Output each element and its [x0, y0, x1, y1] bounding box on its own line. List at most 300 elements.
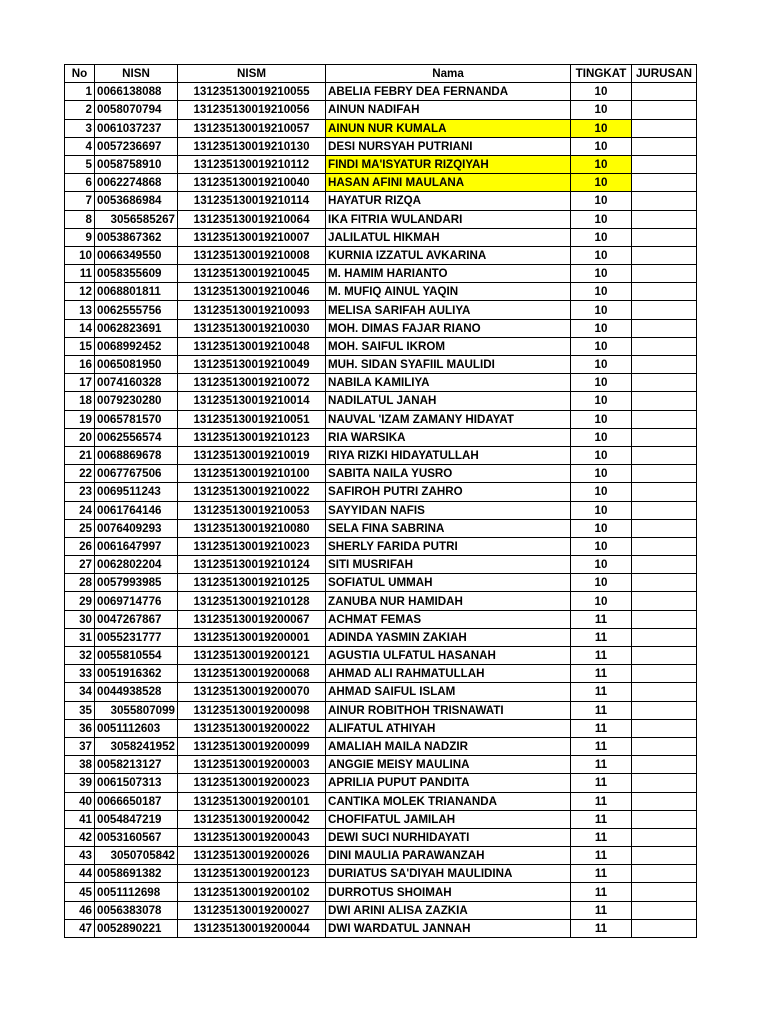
- cell-nism: 131235130019200023: [178, 774, 326, 792]
- cell-nisn: 0067767506: [95, 465, 178, 483]
- cell-nisn: 0062274868: [95, 174, 178, 192]
- cell-nama: DURROTUS SHOIMAH: [326, 883, 571, 901]
- cell-nama: AINUN NUR KUMALA: [326, 119, 571, 137]
- cell-nisn: 0062802204: [95, 556, 178, 574]
- cell-no: 3: [65, 119, 95, 137]
- cell-no: 9: [65, 228, 95, 246]
- table-row: [65, 246, 697, 264]
- cell-jurusan: [632, 356, 697, 374]
- table-row: [65, 337, 697, 355]
- cell-jurusan: [632, 155, 697, 173]
- table-row: [65, 392, 697, 410]
- cell-nama: ALIFATUL ATHIYAH: [326, 719, 571, 737]
- cell-tingkat: 11: [571, 647, 632, 665]
- cell-no: 24: [65, 501, 95, 519]
- cell-nism: 131235130019210014: [178, 392, 326, 410]
- cell-jurusan: [632, 847, 697, 865]
- cell-jurusan: [632, 137, 697, 155]
- cell-nisn: 0058355609: [95, 265, 178, 283]
- table-row: [65, 701, 697, 719]
- cell-jurusan: [632, 519, 697, 537]
- cell-tingkat: 10: [571, 192, 632, 210]
- cell-tingkat: 11: [571, 701, 632, 719]
- cell-nism: 131235130019200121: [178, 647, 326, 665]
- cell-nama: DESI NURSYAH PUTRIANI: [326, 137, 571, 155]
- cell-no: 35: [65, 701, 95, 719]
- table-row: [65, 719, 697, 737]
- cell-tingkat: 10: [571, 428, 632, 446]
- cell-tingkat: 10: [571, 119, 632, 137]
- cell-nama: HASAN AFINI MAULANA: [326, 174, 571, 192]
- cell-jurusan: [632, 83, 697, 101]
- cell-no: 25: [65, 519, 95, 537]
- cell-nisn: 0053686984: [95, 192, 178, 210]
- table-row: [65, 101, 697, 119]
- cell-no: 41: [65, 810, 95, 828]
- cell-nism: 131235130019210040: [178, 174, 326, 192]
- cell-nism: 131235130019210008: [178, 246, 326, 264]
- cell-nism: 131235130019210130: [178, 137, 326, 155]
- cell-nisn: 0068869678: [95, 446, 178, 464]
- cell-no: 31: [65, 628, 95, 646]
- cell-tingkat: 10: [571, 137, 632, 155]
- cell-tingkat: 10: [571, 319, 632, 337]
- table-row: [65, 556, 697, 574]
- table-row: [65, 683, 697, 701]
- cell-nama: MOH. DIMAS FAJAR RIANO: [326, 319, 571, 337]
- cell-nism: 131235130019210123: [178, 428, 326, 446]
- cell-tingkat: 10: [571, 519, 632, 537]
- cell-no: 12: [65, 283, 95, 301]
- cell-jurusan: [632, 446, 697, 464]
- cell-jurusan: [632, 737, 697, 755]
- cell-nama: AMALIAH MAILA NADZIR: [326, 737, 571, 755]
- cell-nama: RIYA RIZKI HIDAYATULLAH: [326, 446, 571, 464]
- cell-nisn: 0069511243: [95, 483, 178, 501]
- cell-tingkat: 10: [571, 592, 632, 610]
- cell-nama: MELISA SARIFAH AULIYA: [326, 301, 571, 319]
- cell-tingkat: 11: [571, 774, 632, 792]
- cell-jurusan: [632, 901, 697, 919]
- cell-nisn: 0053160567: [95, 828, 178, 846]
- cell-nama: KURNIA IZZATUL AVKARINA: [326, 246, 571, 264]
- table-row: [65, 410, 697, 428]
- cell-nisn: 0047267867: [95, 610, 178, 628]
- cell-no: 30: [65, 610, 95, 628]
- cell-jurusan: [632, 265, 697, 283]
- cell-jurusan: [632, 228, 697, 246]
- cell-nisn: 0068992452: [95, 337, 178, 355]
- cell-nisn: 0058691382: [95, 865, 178, 883]
- cell-tingkat: 10: [571, 83, 632, 101]
- cell-nism: 131235130019210048: [178, 337, 326, 355]
- cell-nama: IKA FITRIA WULANDARI: [326, 210, 571, 228]
- cell-no: 46: [65, 901, 95, 919]
- cell-tingkat: 10: [571, 501, 632, 519]
- cell-tingkat: 10: [571, 392, 632, 410]
- cell-nama: NABILA KAMILIYA: [326, 374, 571, 392]
- table-row: [65, 519, 697, 537]
- cell-nism: 131235130019210080: [178, 519, 326, 537]
- cell-nism: 131235130019210124: [178, 556, 326, 574]
- cell-no: 44: [65, 865, 95, 883]
- header-no: No: [65, 65, 95, 83]
- table-row: [65, 610, 697, 628]
- table-body: [65, 83, 697, 938]
- cell-tingkat: 10: [571, 265, 632, 283]
- cell-nama: RIA WARSIKA: [326, 428, 571, 446]
- table-row: [65, 628, 697, 646]
- table-row: [65, 137, 697, 155]
- cell-no: 14: [65, 319, 95, 337]
- cell-no: 23: [65, 483, 95, 501]
- cell-nism: 131235130019200067: [178, 610, 326, 628]
- cell-jurusan: [632, 301, 697, 319]
- cell-tingkat: 10: [571, 155, 632, 173]
- table-row: [65, 356, 697, 374]
- cell-no: 6: [65, 174, 95, 192]
- table-row: [65, 574, 697, 592]
- cell-nama: CHOFIFATUL JAMILAH: [326, 810, 571, 828]
- cell-nisn: 0058213127: [95, 756, 178, 774]
- cell-jurusan: [632, 574, 697, 592]
- cell-jurusan: [632, 246, 697, 264]
- cell-nama: DWI ARINI ALISA ZAZKIA: [326, 901, 571, 919]
- cell-nism: 131235130019200027: [178, 901, 326, 919]
- cell-no: 34: [65, 683, 95, 701]
- cell-tingkat: 10: [571, 574, 632, 592]
- cell-nama: ZANUBA NUR HAMIDAH: [326, 592, 571, 610]
- cell-no: 21: [65, 446, 95, 464]
- cell-nisn: 0051112698: [95, 883, 178, 901]
- cell-jurusan: [632, 174, 697, 192]
- cell-jurusan: [632, 210, 697, 228]
- cell-nisn: 0056383078: [95, 901, 178, 919]
- table-row: [65, 301, 697, 319]
- cell-nama: AINUR ROBITHOH TRISNAWATI: [326, 701, 571, 719]
- cell-nism: 131235130019210055: [178, 83, 326, 101]
- cell-nism: 131235130019210057: [178, 119, 326, 137]
- cell-tingkat: 10: [571, 301, 632, 319]
- cell-nism: 131235130019210053: [178, 501, 326, 519]
- table-row: [65, 865, 697, 883]
- cell-nama: HAYATUR RIZQA: [326, 192, 571, 210]
- cell-tingkat: 10: [571, 174, 632, 192]
- header-jurusan: JURUSAN: [632, 65, 697, 83]
- cell-no: 27: [65, 556, 95, 574]
- cell-nisn: 0052890221: [95, 919, 178, 937]
- cell-jurusan: [632, 683, 697, 701]
- cell-nism: 131235130019210030: [178, 319, 326, 337]
- header-tingkat: TINGKAT: [571, 65, 632, 83]
- table-row: [65, 446, 697, 464]
- table-row: [65, 155, 697, 173]
- table-row: [65, 919, 697, 937]
- cell-nisn: 0051916362: [95, 665, 178, 683]
- cell-jurusan: [632, 610, 697, 628]
- cell-nama: NAUVAL 'IZAM ZAMANY HIDAYAT: [326, 410, 571, 428]
- cell-tingkat: 11: [571, 756, 632, 774]
- cell-nism: 131235130019210064: [178, 210, 326, 228]
- cell-nism: 131235130019200042: [178, 810, 326, 828]
- cell-no: 8: [65, 210, 95, 228]
- cell-nisn: 0061507313: [95, 774, 178, 792]
- cell-nism: 131235130019210112: [178, 155, 326, 173]
- table-row: [65, 319, 697, 337]
- cell-jurusan: [632, 883, 697, 901]
- cell-nisn: 0068801811: [95, 283, 178, 301]
- cell-nama: DURIATUS SA'DIYAH MAULIDINA: [326, 865, 571, 883]
- cell-nism: 131235130019200044: [178, 919, 326, 937]
- table-row: [65, 774, 697, 792]
- table-row: [65, 483, 697, 501]
- table-row: [65, 119, 697, 137]
- cell-nisn: 3058241952: [95, 737, 178, 755]
- cell-nama: SELA FINA SABRINA: [326, 519, 571, 537]
- table-row: [65, 756, 697, 774]
- cell-tingkat: 11: [571, 610, 632, 628]
- cell-nism: 131235130019200022: [178, 719, 326, 737]
- cell-nisn: 0066650187: [95, 792, 178, 810]
- cell-no: 22: [65, 465, 95, 483]
- cell-tingkat: 10: [571, 374, 632, 392]
- cell-nisn: 0055231777: [95, 628, 178, 646]
- cell-nisn: 3055807099: [95, 701, 178, 719]
- cell-no: 13: [65, 301, 95, 319]
- cell-tingkat: 11: [571, 683, 632, 701]
- cell-no: 26: [65, 537, 95, 555]
- cell-nism: 131235130019210128: [178, 592, 326, 610]
- cell-nisn: 0054847219: [95, 810, 178, 828]
- table-row: [65, 501, 697, 519]
- cell-no: 43: [65, 847, 95, 865]
- cell-nama: M. MUFIQ AINUL YAQIN: [326, 283, 571, 301]
- cell-nama: AHMAD ALI RAHMATULLAH: [326, 665, 571, 683]
- table-row: [65, 665, 697, 683]
- cell-nama: ADINDA YASMIN ZAKIAH: [326, 628, 571, 646]
- cell-nama: ACHMAT FEMAS: [326, 610, 571, 628]
- cell-no: 38: [65, 756, 95, 774]
- cell-tingkat: 10: [571, 410, 632, 428]
- cell-no: 16: [65, 356, 95, 374]
- cell-tingkat: 11: [571, 628, 632, 646]
- table-row: [65, 83, 697, 101]
- cell-jurusan: [632, 701, 697, 719]
- cell-jurusan: [632, 465, 697, 483]
- cell-tingkat: 10: [571, 337, 632, 355]
- cell-tingkat: 10: [571, 101, 632, 119]
- table-row: [65, 537, 697, 555]
- cell-no: 19: [65, 410, 95, 428]
- cell-nisn: 0061647997: [95, 537, 178, 555]
- cell-jurusan: [632, 647, 697, 665]
- cell-nama: AHMAD SAIFUL ISLAM: [326, 683, 571, 701]
- cell-no: 2: [65, 101, 95, 119]
- table-row: [65, 828, 697, 846]
- table-row: [65, 283, 697, 301]
- cell-nisn: 0061764146: [95, 501, 178, 519]
- cell-no: 7: [65, 192, 95, 210]
- cell-no: 32: [65, 647, 95, 665]
- cell-nama: AGUSTIA ULFATUL HASANAH: [326, 647, 571, 665]
- cell-jurusan: [632, 719, 697, 737]
- cell-nisn: 0057236697: [95, 137, 178, 155]
- cell-no: 10: [65, 246, 95, 264]
- cell-tingkat: 11: [571, 919, 632, 937]
- cell-nism: 131235130019200102: [178, 883, 326, 901]
- cell-no: 5: [65, 155, 95, 173]
- cell-nama: ABELIA FEBRY DEA FERNANDA: [326, 83, 571, 101]
- cell-nama: SABITA NAILA YUSRO: [326, 465, 571, 483]
- cell-nisn: 0044938528: [95, 683, 178, 701]
- cell-nism: 131235130019210056: [178, 101, 326, 119]
- cell-jurusan: [632, 192, 697, 210]
- cell-jurusan: [632, 592, 697, 610]
- cell-jurusan: [632, 428, 697, 446]
- cell-nism: 131235130019200070: [178, 683, 326, 701]
- header-row: [65, 65, 697, 83]
- cell-nism: 131235130019210046: [178, 283, 326, 301]
- cell-jurusan: [632, 483, 697, 501]
- cell-tingkat: 11: [571, 792, 632, 810]
- cell-jurusan: [632, 919, 697, 937]
- cell-nama: CANTIKA MOLEK TRIANANDA: [326, 792, 571, 810]
- cell-tingkat: 10: [571, 210, 632, 228]
- cell-nisn: 0069714776: [95, 592, 178, 610]
- cell-no: 47: [65, 919, 95, 937]
- cell-nama: DINI MAULIA PARAWANZAH: [326, 847, 571, 865]
- cell-nisn: 0057993985: [95, 574, 178, 592]
- cell-nism: 131235130019210051: [178, 410, 326, 428]
- cell-nism: 131235130019200123: [178, 865, 326, 883]
- header-nisn: NISN: [95, 65, 178, 83]
- table-row: [65, 210, 697, 228]
- cell-tingkat: 11: [571, 665, 632, 683]
- cell-no: 39: [65, 774, 95, 792]
- table-row: [65, 901, 697, 919]
- cell-nism: 131235130019210100: [178, 465, 326, 483]
- cell-nisn: 0079230280: [95, 392, 178, 410]
- cell-nama: APRILIA PUPUT PANDITA: [326, 774, 571, 792]
- table-row: [65, 228, 697, 246]
- cell-tingkat: 11: [571, 737, 632, 755]
- cell-nama: ANGGIE MEISY MAULINA: [326, 756, 571, 774]
- table-row: [65, 428, 697, 446]
- cell-nism: 131235130019200099: [178, 737, 326, 755]
- cell-nisn: 0055810554: [95, 647, 178, 665]
- cell-jurusan: [632, 810, 697, 828]
- cell-nisn: 0051112603: [95, 719, 178, 737]
- cell-nism: 131235130019200043: [178, 828, 326, 846]
- cell-nisn: 3050705842: [95, 847, 178, 865]
- cell-tingkat: 10: [571, 483, 632, 501]
- cell-nama: FINDI MA'ISYATUR RIZQIYAH: [326, 155, 571, 173]
- cell-tingkat: 10: [571, 228, 632, 246]
- cell-tingkat: 11: [571, 828, 632, 846]
- table-row: [65, 174, 697, 192]
- cell-nama: SHERLY FARIDA PUTRI: [326, 537, 571, 555]
- cell-tingkat: 10: [571, 537, 632, 555]
- cell-tingkat: 10: [571, 246, 632, 264]
- cell-nisn: 0053867362: [95, 228, 178, 246]
- cell-nama: JALILATUL HIKMAH: [326, 228, 571, 246]
- cell-nama: AINUN NADIFAH: [326, 101, 571, 119]
- table-row: [65, 374, 697, 392]
- table-row: [65, 792, 697, 810]
- cell-tingkat: 10: [571, 356, 632, 374]
- cell-nism: 131235130019210023: [178, 537, 326, 555]
- cell-nism: 131235130019200001: [178, 628, 326, 646]
- table-row: [65, 737, 697, 755]
- cell-nism: 131235130019210072: [178, 374, 326, 392]
- cell-no: 18: [65, 392, 95, 410]
- cell-nama: SITI MUSRIFAH: [326, 556, 571, 574]
- cell-jurusan: [632, 756, 697, 774]
- cell-nisn: 0062555756: [95, 301, 178, 319]
- cell-jurusan: [632, 774, 697, 792]
- cell-no: 36: [65, 719, 95, 737]
- cell-tingkat: 11: [571, 719, 632, 737]
- table-row: [65, 847, 697, 865]
- cell-jurusan: [632, 628, 697, 646]
- cell-nama: MUH. SIDAN SYAFIIL MAULIDI: [326, 356, 571, 374]
- cell-nama: SAFIROH PUTRI ZAHRO: [326, 483, 571, 501]
- cell-nisn: 0061037237: [95, 119, 178, 137]
- cell-no: 28: [65, 574, 95, 592]
- cell-no: 4: [65, 137, 95, 155]
- cell-jurusan: [632, 828, 697, 846]
- cell-no: 1: [65, 83, 95, 101]
- cell-jurusan: [632, 101, 697, 119]
- cell-jurusan: [632, 119, 697, 137]
- cell-jurusan: [632, 665, 697, 683]
- header-nism: NISM: [178, 65, 326, 83]
- table-row: [65, 592, 697, 610]
- cell-no: 37: [65, 737, 95, 755]
- cell-no: 45: [65, 883, 95, 901]
- cell-nama: MOH. SAIFUL IKROM: [326, 337, 571, 355]
- cell-nisn: 0074160328: [95, 374, 178, 392]
- cell-no: 11: [65, 265, 95, 283]
- cell-nism: 131235130019200068: [178, 665, 326, 683]
- student-table: [64, 64, 697, 938]
- cell-nisn: 3056585267: [95, 210, 178, 228]
- cell-jurusan: [632, 374, 697, 392]
- cell-nism: 131235130019210045: [178, 265, 326, 283]
- cell-no: 15: [65, 337, 95, 355]
- cell-jurusan: [632, 283, 697, 301]
- cell-nisn: 0076409293: [95, 519, 178, 537]
- cell-no: 42: [65, 828, 95, 846]
- table-row: [65, 647, 697, 665]
- cell-nism: 131235130019200003: [178, 756, 326, 774]
- cell-nism: 131235130019200098: [178, 701, 326, 719]
- cell-jurusan: [632, 337, 697, 355]
- cell-nisn: 0062556574: [95, 428, 178, 446]
- table-row: [65, 810, 697, 828]
- cell-jurusan: [632, 392, 697, 410]
- cell-tingkat: 11: [571, 865, 632, 883]
- cell-nama: DEWI SUCI NURHIDAYATI: [326, 828, 571, 846]
- cell-nism: 131235130019200026: [178, 847, 326, 865]
- cell-nisn: 0065081950: [95, 356, 178, 374]
- cell-tingkat: 10: [571, 465, 632, 483]
- table-row: [65, 465, 697, 483]
- cell-jurusan: [632, 865, 697, 883]
- header-nama: Nama: [326, 65, 571, 83]
- cell-no: 20: [65, 428, 95, 446]
- cell-jurusan: [632, 556, 697, 574]
